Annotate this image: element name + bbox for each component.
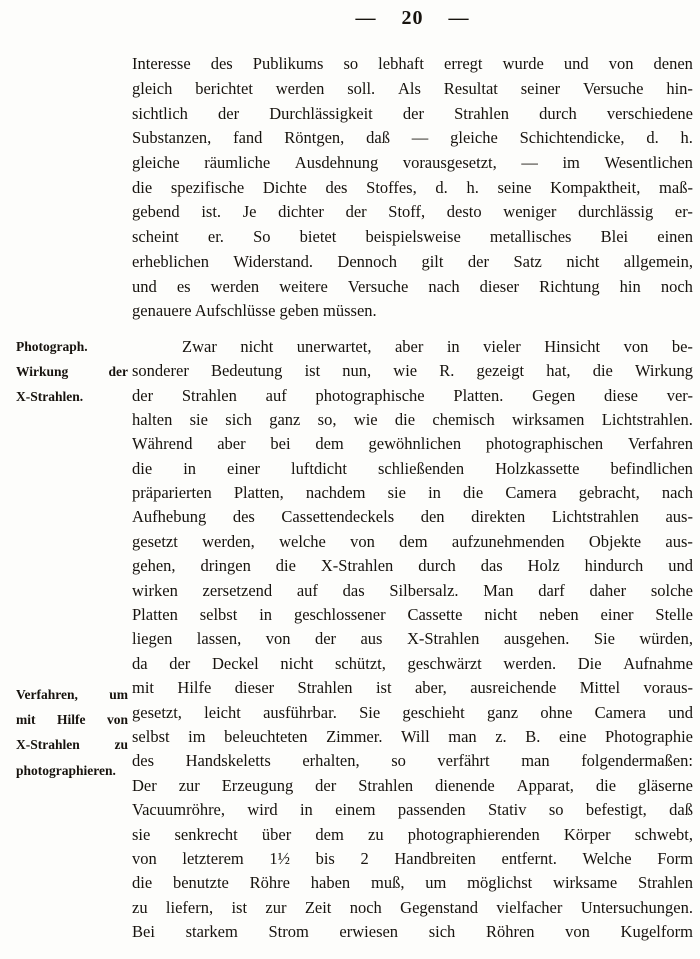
body-text-line: Platten selbst in geschlossener Cassette nicht neben einer Stelle <box>132 605 693 625</box>
body-text-line: der Strahlen auf photographische Platten. Gegen diese ver- <box>132 385 693 405</box>
body-text-line: mit Hilfe dieser Strahlen ist aber, ausreichende Mittel voraus- <box>132 678 693 698</box>
paragraph-permeability <box>132 52 693 324</box>
body-text-line: erheblichen Widerstand. Dennoch gilt der Satz nicht allgemein, <box>132 251 693 271</box>
body-text-line: des Handskeletts erhalten, so verfährt man folgendermaßen: <box>132 751 693 771</box>
paragraph-photographic-action <box>132 335 693 945</box>
body-text-line: präparierten Platten, nachdem sie in die Camera gebracht, nach <box>132 483 693 503</box>
body-text-line: liegen lassen, von der aus X-Strahlen ausgehen. Sie würden, <box>132 629 693 649</box>
body-text-line: Zwar nicht unerwartet, aber in vieler Hinsicht von be- <box>182 336 693 356</box>
body-text-line: sichtlich der Durchlässigkeit der Strahlen durch verschiedene <box>132 103 693 123</box>
margin-note-line: Photograph. <box>16 338 88 354</box>
body-text-column <box>132 52 693 944</box>
body-text-line: Vacuumröhre, wird in einem passenden Stativ so befestigt, daß <box>132 800 693 820</box>
body-text-line: sonderer Bedeutung ist nun, wie R. gezeigt hat, die Wirkung <box>132 361 693 381</box>
header-rule-left: — <box>355 7 377 29</box>
margin-note-line: Verfahren, um <box>16 686 128 702</box>
body-text-line: gebend ist. Je dichter der Stoff, desto weniger durchlässig er- <box>132 202 693 222</box>
body-text-line: halten sie sich ganz so, wie die chemisch wirksamen Lichtstrahlen. <box>132 409 693 429</box>
body-text-line: die benutzte Röhre haben muß, um möglichst wirksame Strahlen <box>132 873 693 893</box>
body-text-line: Aufhebung des Cassettendeckels den direkten Lichtstrahlen aus- <box>132 507 693 527</box>
body-text-line: Bei starkem Strom erwiesen sich Röhren von Kugelform <box>132 922 693 942</box>
body-text-line: scheint er. So bietet beispielsweise metallisches Blei einen <box>132 227 693 247</box>
margin-note-photographic-effect <box>16 334 128 409</box>
header-rule-right: — <box>448 7 470 29</box>
body-text-line: gehen, dringen die X-Strahlen durch das Holz hindurch und <box>132 556 693 576</box>
margin-note-line: X-Strahlen. <box>16 388 84 404</box>
body-text-line: Substanzen, fand Röntgen, daß — gleiche Schichtendicke, d. h. <box>132 128 693 148</box>
body-text-line: selbst im beleuchteten Zimmer. Will man z. B. eine Photographie <box>132 727 693 746</box>
body-text-line: gesetzt, leicht ausführbar. Sie geschieht ganz ohne Camera und <box>132 702 693 722</box>
body-text-line: da der Deckel nicht schützt, geschwärzt werden. Die Aufnahme <box>132 653 693 673</box>
page-header <box>132 7 693 30</box>
body-text-line: sie senkrecht über dem zu photographierenden Körper schwebt, <box>132 824 693 844</box>
margin-note-line: photographieren. <box>16 762 116 778</box>
body-text-line: Während aber bei dem gewöhnlichen photographischen Verfahren <box>132 434 693 454</box>
body-text-line: von letzterem 1½ bis 2 Handbreiten entfernt. Welche Form <box>132 848 693 868</box>
body-text-line: gesetzt werden, welche von dem aufzunehmenden Objekte aus- <box>132 531 693 551</box>
body-text-line: zu liefern, ist zur Zeit noch Gegenstand vielfacher Untersuchungen. <box>132 897 693 917</box>
body-text-line: die in einer luftdicht schließenden Holzkassette befindlichen <box>132 458 693 478</box>
margin-note-line: X-Strahlen zu <box>16 737 128 753</box>
body-text-line: genauere Aufschlüsse geben müssen. <box>132 300 377 320</box>
body-text-line: Interesse des Publikums so lebhaft erregt wurde und von denen <box>132 54 693 74</box>
body-text-line: und es werden weitere Versuche nach dieser Richtung hin noch <box>132 276 693 296</box>
body-text-line: gleiche räumliche Ausdehnung vorausgesetzt, — im Wesentlichen <box>132 153 693 173</box>
body-text-line: Der zur Erzeugung der Strahlen dienende Apparat, die gläserne <box>132 775 693 795</box>
body-text-line: wirken zersetzend auf das Silbersalz. Man darf daher solche <box>132 580 693 600</box>
body-text-line: die spezifische Dichte des Stoffes, d. h. seine Kompaktheit, maß- <box>132 177 693 197</box>
margin-note-line: mit Hilfe von <box>16 711 128 727</box>
page-number: 20 <box>401 7 424 29</box>
margin-note-photography-method <box>16 682 128 783</box>
body-text-line: gleich berichtet werden soll. Als Resultat seiner Versuche hin- <box>132 79 693 99</box>
margin-note-line: Wirkung der <box>16 363 128 379</box>
